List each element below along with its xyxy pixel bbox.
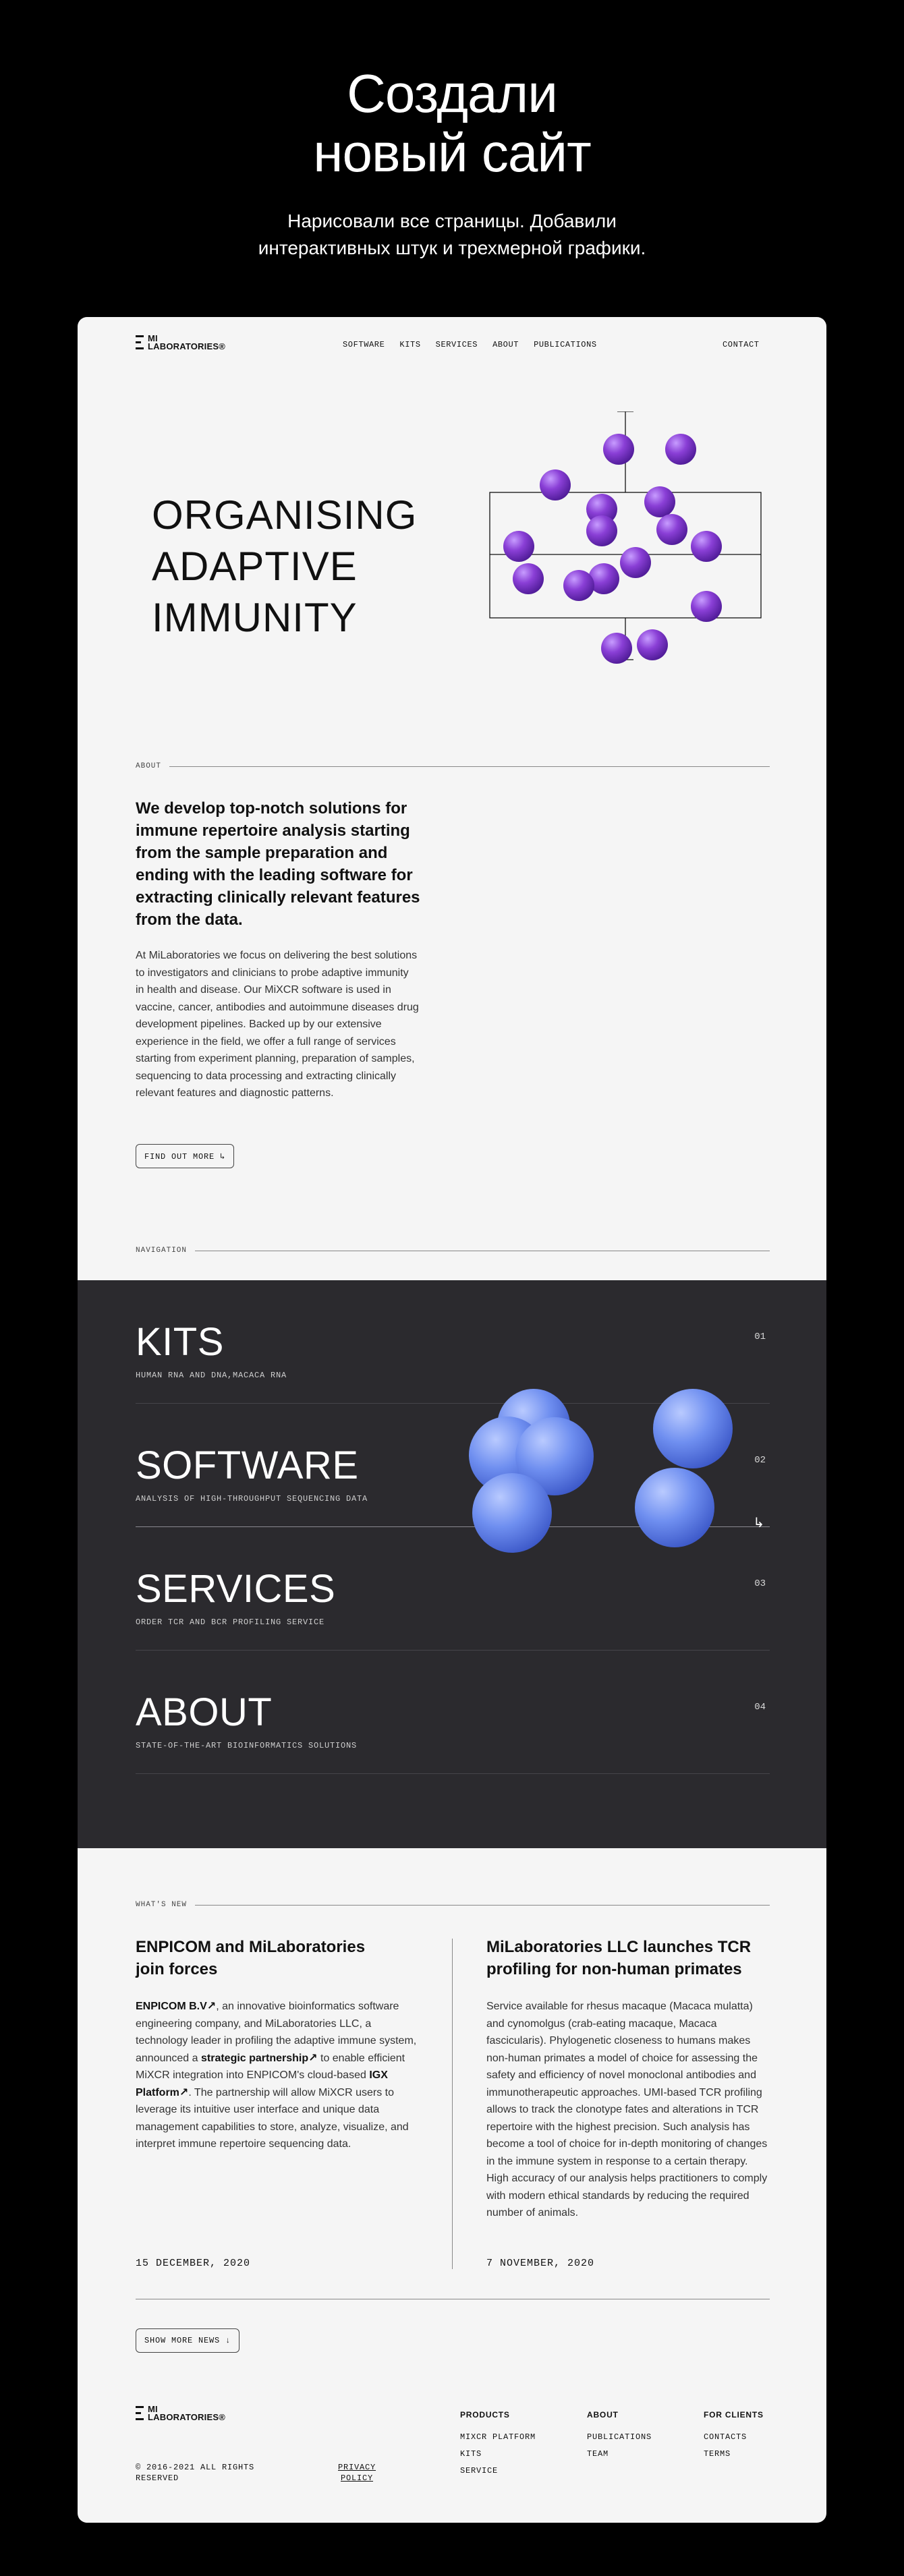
sphere [601, 633, 632, 664]
hero-subtitle [0, 208, 904, 262]
sphere [653, 1389, 733, 1468]
sphere [644, 486, 675, 517]
headline-line2: ADAPTIVE [152, 544, 358, 589]
nav-about[interactable]: ABOUT [492, 340, 519, 349]
nav-publications[interactable]: PUBLICATIONS [534, 340, 597, 349]
nav-kits[interactable]: KITS [399, 340, 421, 349]
section-divider [195, 1905, 770, 1906]
footer-link-service[interactable]: SERVICE [460, 2466, 499, 2475]
sphere [691, 531, 722, 562]
hero-title-line2: новый сайт [313, 123, 591, 183]
footer-link-mixcr-platform[interactable]: MIXCR PLATFORM [460, 2432, 536, 2442]
news-item-title[interactable]: ENPICOM and MiLaboratories join forces [136, 1938, 366, 1978]
nav-row-about[interactable] [136, 1651, 770, 1774]
nav-row-subtitle: HUMAN RNA AND DNA,MACACA RNA [136, 1371, 287, 1380]
logo-line1: MI [148, 333, 158, 343]
logo-line2: LABORATORIES® [148, 341, 225, 351]
footer-heading-products: PRODUCTS [460, 2410, 510, 2420]
sphere [563, 570, 594, 601]
navigation-dark-section [78, 1280, 826, 1848]
sphere [665, 434, 696, 465]
nav-services[interactable]: SERVICES [435, 340, 478, 349]
footer-heading-about: ABOUT [587, 2410, 619, 2420]
news-item-body: ENPICOM B.V↗, an innovative bioinformatics software engineering company, and MiLaboratories LLC, a technology leader in profiling the adaptive immune system, announced a strategic partnership↗ to enable efficient MiXCR integration into ENPICOM's cloud-based IGX Platform↗. The partnership will allow MiXCR users to leverage its intuitive user interface and unique data management capabilities to store, analyze, visualize, and interpret immune repertoire sequencing data. [136, 2001, 417, 2150]
find-out-more-button[interactable]: FIND OUT MORE ↳ [136, 1144, 234, 1168]
copyright: © 2016-2021 ALL RIGHTS RESERVED [136, 2463, 255, 2483]
sphere [620, 547, 651, 578]
site-logo[interactable] [136, 335, 225, 351]
footer-link-contacts[interactable]: CONTACTS [704, 2432, 747, 2442]
about-label: ABOUT [136, 762, 162, 770]
hero-subtitle-line2: интерактивных штук и трехмерной графики. [258, 237, 646, 258]
nav-row-title: ABOUT [136, 1690, 273, 1734]
footer-heading-for-clients: FOR CLIENTS [704, 2410, 764, 2420]
about-body: At MiLaboratories we focus on delivering the best solutions to investigators and clinicians to probe adaptive immunity in health and disease. Our MiXCR software is used in vaccine, cancer, antibodies and autoimmune diseases drug development pipelines. Backed up by our extensive experience in the field, we offer a full range of services starting from experiment planning, preparation of samples, sequencing to data processing and extracting clinically relevant features and diagnostic patterns. [136, 950, 419, 1099]
sphere [503, 531, 534, 562]
nav-row-title: KITS [136, 1320, 224, 1364]
privacy-policy-link[interactable]: PRIVACY POLICY [338, 2463, 376, 2483]
news-item-body: Service available for rhesus macaque (Macaca mulatta) and cynomolgus (crab-eating macaque, Macaca fascicularis). Phylogenetic closeness to humans makes non-human primates a model of choice for assessing the safety and efficiency of novel monoclonal antibodies and immunotherapeutic approaches. UMI-based TCR profiling allows to track the clonotype fates and alterations in TCR repertoire with the highest precision. Such analysis has become a tool of choice for in-depth monitoring of changes in the immune system in response to a certain therapy. High accuracy of our analysis helps practitioners to comply with modern ethical standards by reducing the required number of animals. [486, 2001, 768, 2219]
nav-row-kits[interactable] [136, 1280, 770, 1404]
website-preview-card [78, 317, 826, 2523]
nav-row-title: SERVICES [136, 1567, 336, 1611]
nav-row-subtitle: ORDER TCR AND BCR PROFILING SERVICE [136, 1618, 325, 1627]
about-lead: We develop top-notch solutions for immune repertoire analysis starting from the sample preparation and ending with the leading software for extracting clinically relevant features from the data. [136, 799, 420, 929]
page-headline [152, 490, 417, 643]
nav-contact[interactable]: CONTACT [723, 340, 760, 349]
nav-row-title: SOFTWARE [136, 1443, 359, 1487]
purple-spheres [503, 434, 722, 664]
nav-row-number: 03 [754, 1578, 766, 1589]
sphere [586, 515, 617, 546]
news-label: WHAT'S NEW [136, 1901, 188, 1909]
boxplot-spheres-illustration [482, 411, 766, 668]
show-more-news-button[interactable]: SHOW MORE NEWS ↓ [136, 2328, 239, 2353]
section-divider [169, 766, 770, 767]
sphere [603, 434, 634, 465]
sphere [513, 563, 544, 594]
sphere [637, 629, 668, 660]
news-section-label [136, 1901, 770, 1909]
news-item-date: 7 NOVEMBER, 2020 [486, 2258, 595, 2269]
sphere [691, 591, 722, 622]
navigation-label: NAVIGATION [136, 1247, 188, 1255]
footer-link-terms[interactable]: TERMS [704, 2449, 731, 2459]
sphere [472, 1473, 552, 1553]
logo-mark-icon [136, 335, 144, 349]
navigation-section-label [136, 1247, 770, 1255]
about-section-label [136, 762, 770, 770]
logo-mark-icon [136, 2405, 144, 2420]
nav-row-number: 04 [754, 1702, 766, 1713]
nav-row-subtitle: STATE-OF-THE-ART BIOINFORMATICS SOLUTIONS [136, 1741, 358, 1750]
sphere [656, 514, 687, 545]
enpicom-link[interactable]: ENPICOM B.V↗ [136, 2001, 217, 2012]
footer-logo[interactable] [136, 2405, 225, 2422]
footer-link-publications[interactable]: PUBLICATIONS [587, 2432, 652, 2442]
news-column-divider [452, 1939, 453, 2269]
arrow-down-right-icon: ↳ [753, 1516, 764, 1530]
igx-platform-link[interactable]: IGX Platform↗ [136, 2069, 388, 2098]
headline-line1: ORGANISING [152, 492, 418, 538]
blue-spheres-illustration [469, 1388, 752, 1591]
headline-line3: IMMUNITY [152, 595, 358, 640]
footer-link-kits[interactable]: KITS [460, 2449, 482, 2459]
nav-software[interactable]: SOFTWARE [343, 340, 385, 349]
news-item-date: 15 DECEMBER, 2020 [136, 2258, 251, 2269]
news-item-title[interactable]: MiLaboratories LLC launches TCR profiling for non-human primates [486, 1938, 752, 1978]
hero-subtitle-line1: Нарисовали все страницы. Добавили [287, 210, 617, 231]
logo-line1: MI [148, 2404, 158, 2414]
sphere [635, 1468, 714, 1547]
sphere [540, 469, 571, 500]
strategic-partnership-link[interactable]: strategic partnership↗ [200, 2052, 318, 2064]
main-nav [343, 340, 597, 349]
nav-row-subtitle: ANALYSIS OF HIGH-THROUGHPUT SEQUENCING DATA [136, 1494, 368, 1504]
nav-row-number: 01 [754, 1332, 766, 1342]
nav-row-number: 02 [754, 1455, 766, 1466]
footer-link-team[interactable]: TEAM [587, 2449, 609, 2459]
hero-title [0, 64, 904, 183]
hero-title-line1: Создали [347, 63, 557, 123]
logo-line2: LABORATORIES® [148, 2412, 225, 2422]
